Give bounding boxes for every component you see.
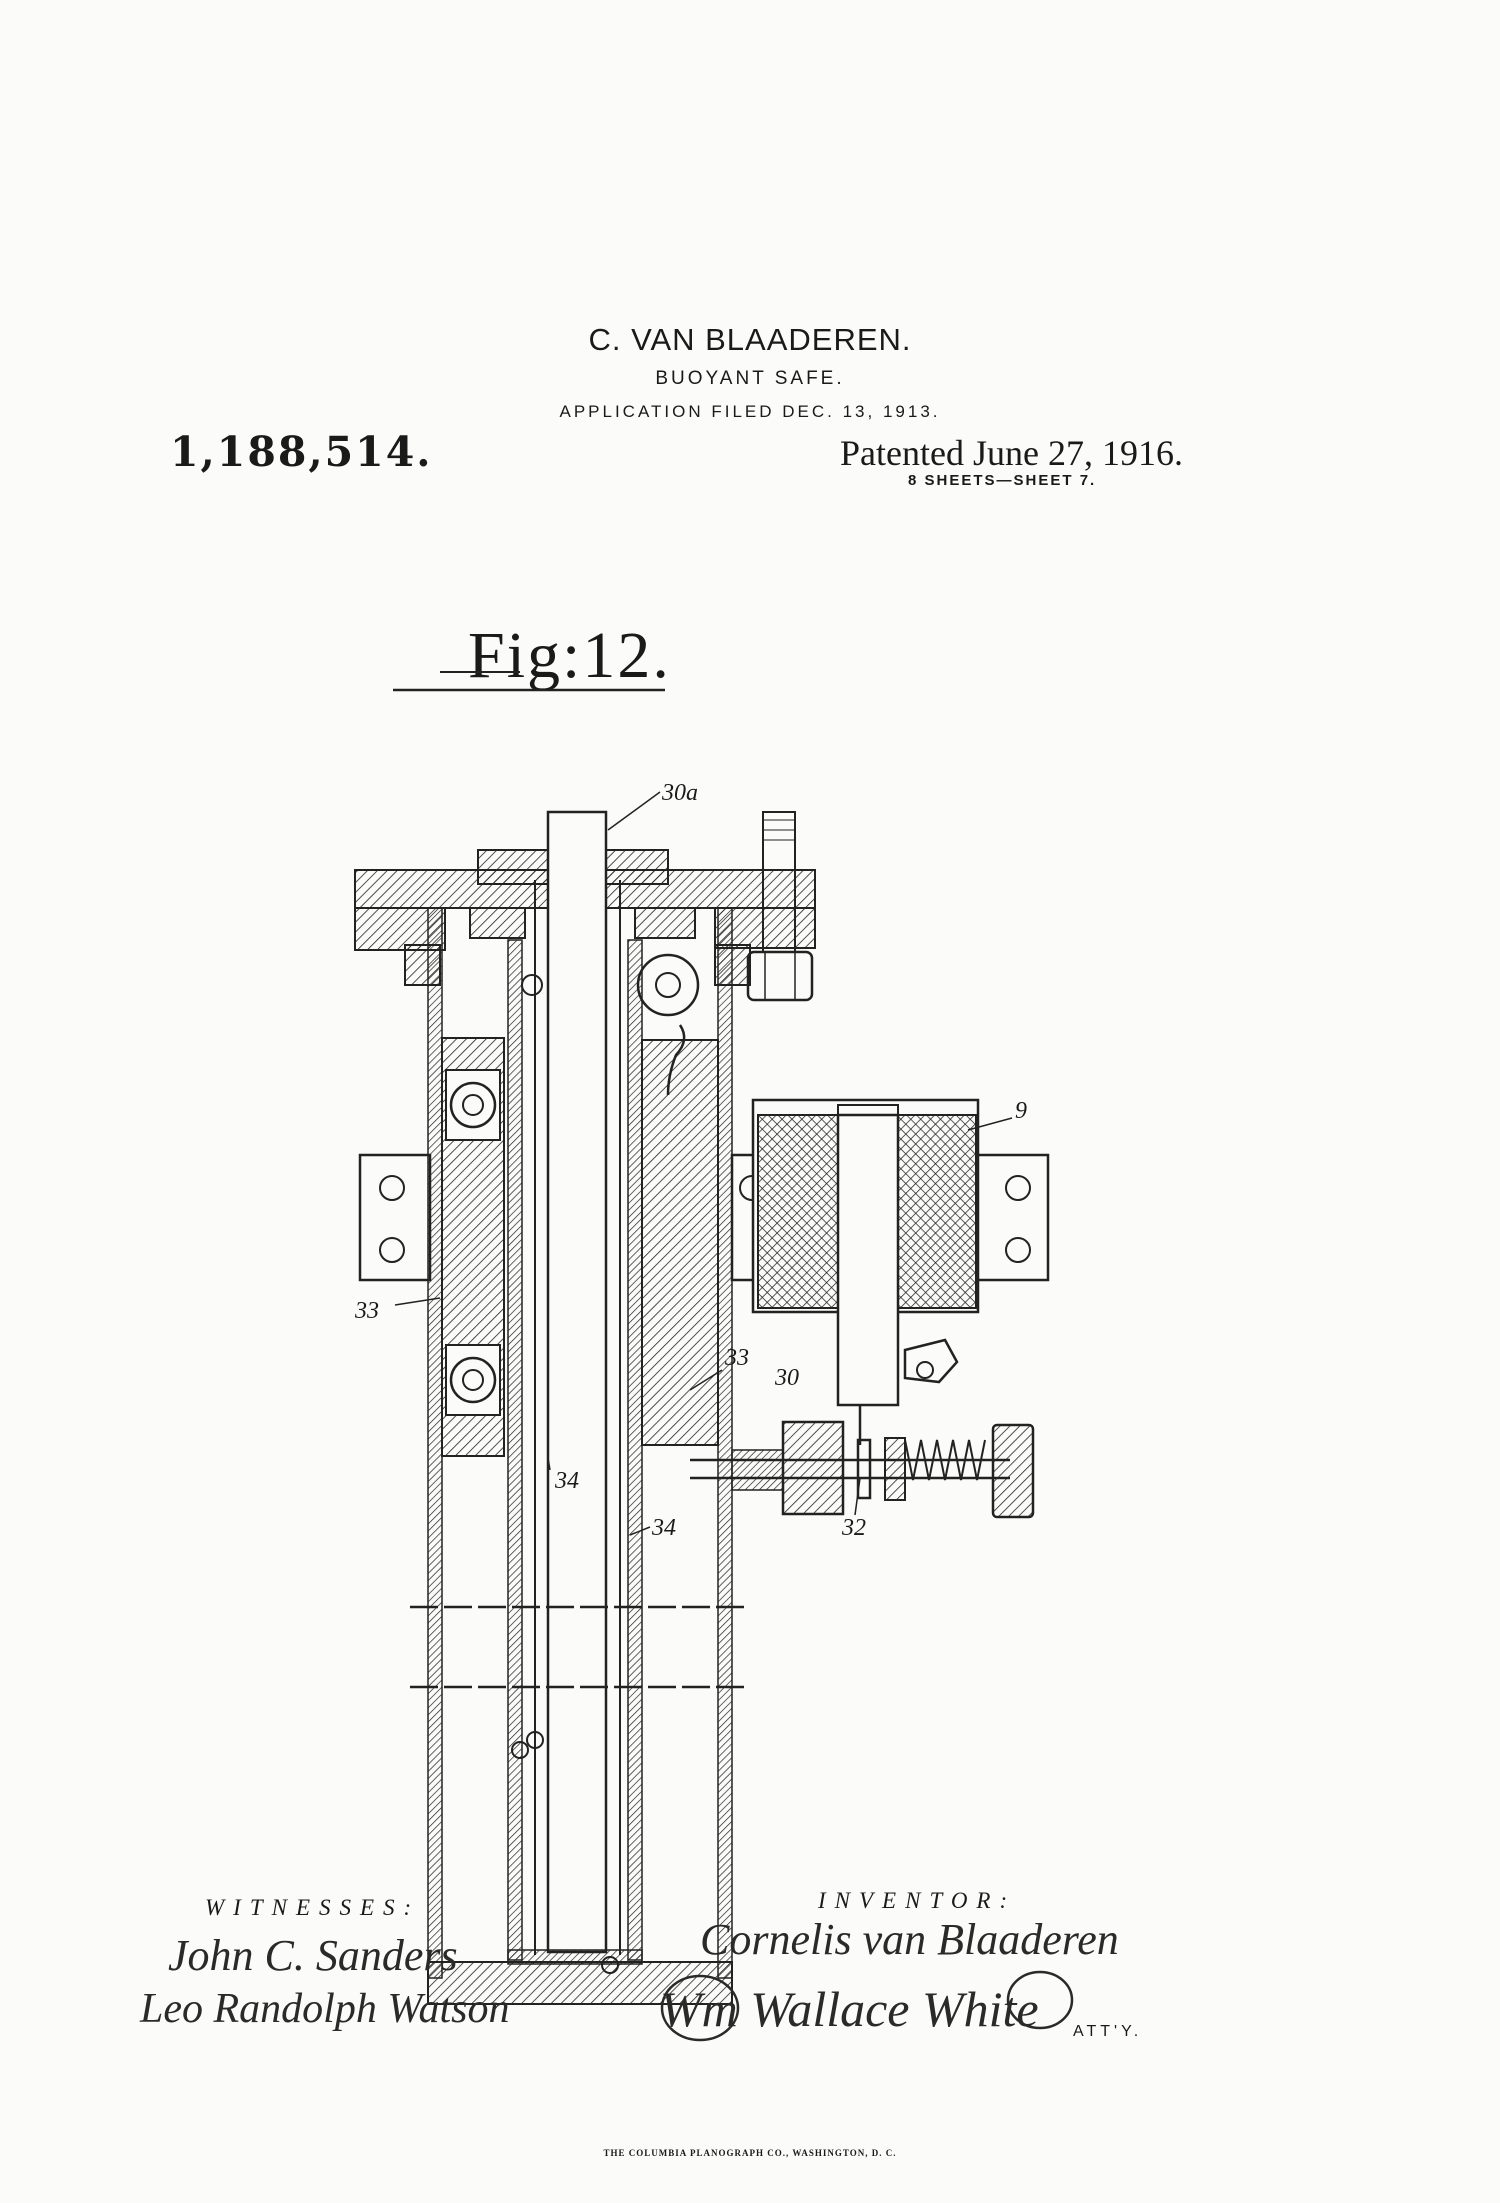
inner-sleeve-left [508,940,522,1960]
central-tube [548,812,606,1952]
witness-signature-2: Leo Randolph Watson [140,1986,510,2032]
casing-left-wall [428,908,442,1978]
sheet-count: 8 SHEETS—SHEET 7. [908,472,1097,489]
inventor-name-header: C. VAN BLAADEREN. [588,322,912,357]
ref-34-a: 34 [555,1468,579,1494]
rod-guide [783,1422,843,1514]
small-pulley [522,975,542,995]
inventor-label: INVENTOR: [818,1888,1017,1913]
spring-cap [993,1425,1033,1517]
inner-sleeve-right [628,940,642,1960]
application-filed-line: APPLICATION FILED DEC. 13, 1913. [559,402,941,421]
ref-30: 30 [775,1365,799,1391]
nut [748,952,812,1000]
printer-footer: THE COLUMBIA PLANOGRAPH CO., WASHINGTON, D. C. [603,2148,897,2158]
ref-32: 32 [842,1515,866,1541]
pulley [638,955,698,1015]
ref-9: 9 [1015,1098,1027,1124]
patent-number: 1,188,514. [170,428,433,476]
invention-title: BUOYANT SAFE. [655,368,845,389]
ref-30a: 30a [662,780,698,806]
ref-34-b: 34 [652,1515,676,1541]
attorney-signature: Wm Wallace White [660,1981,1039,2037]
ref-33-left: 33 [355,1298,379,1324]
attorney-suffix: ATT'Y. [1073,2023,1143,2040]
witnesses-label: WITNESSES: [205,1895,421,1920]
ref-33-mid: 33 [725,1345,749,1371]
figure-label: Fig:12. [468,619,671,692]
witness-signature-1: John C. Sanders [168,1931,458,1980]
patented-date: Patented June 27, 1916. [840,433,1183,473]
casing-right-wall [718,908,732,1978]
inventor-signature: Cornelis van Blaaderen [700,1915,1119,1964]
float-block-right [642,1040,718,1445]
plunger [838,1115,898,1405]
